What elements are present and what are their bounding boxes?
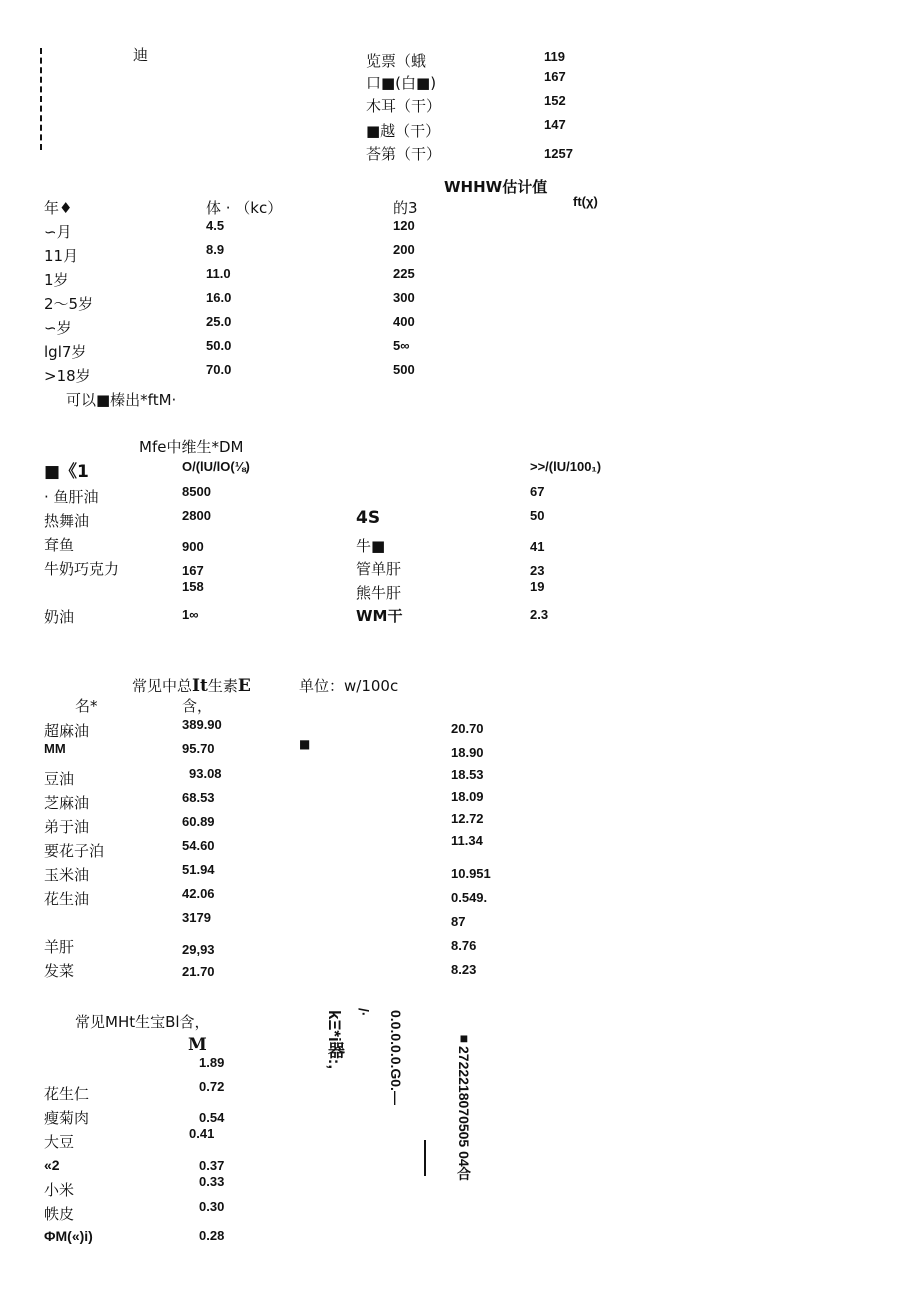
- s4-row-value2: 18.09: [451, 789, 484, 804]
- s4-row-name: 豆油: [44, 770, 75, 788]
- s3-right-value: 19: [530, 579, 545, 594]
- s4-row-name: 羊肝: [44, 938, 75, 956]
- s5-vertical-mark: /·: [356, 1008, 372, 1017]
- s3-left-name: 耷鱼: [44, 536, 75, 554]
- s5-value: 1.89: [199, 1055, 225, 1070]
- s5-value: 0.28: [199, 1228, 225, 1243]
- s1-item-value: 147: [544, 117, 566, 132]
- s4-row-value2: 18.53: [451, 767, 484, 782]
- s5-name: 帙皮: [44, 1205, 75, 1223]
- s2-row-weight: 16.0: [206, 290, 232, 305]
- s5-vertical-values: 0.0.0.0.0.G0.—: [388, 1010, 404, 1105]
- s2-row-weight: 70.0: [206, 362, 232, 377]
- s4-row-name: 芝麻油: [44, 794, 90, 812]
- s4-row-value2: 0.549.: [451, 890, 488, 905]
- s4-row-value: 29,93: [182, 942, 215, 957]
- s4-row-value: 21.70: [182, 964, 215, 979]
- s2-row-value: 200: [393, 242, 415, 257]
- s5-title: 常见MHt生宝Bl含，: [75, 1013, 210, 1031]
- s3-left-name: 奶油: [44, 608, 75, 626]
- s4-row-name: 弟于油: [44, 818, 90, 836]
- s2-row-weight: 4.5: [206, 218, 225, 233]
- s4-row-value2: 8.76: [451, 938, 477, 953]
- s4-row-name: 花生油: [44, 890, 90, 908]
- s2-title: WHHW估计值: [444, 178, 548, 196]
- s2-row-value: 120: [393, 218, 415, 233]
- s3-header-content-right: >>/(lU/100₁): [530, 459, 602, 474]
- s4-title-a: 常见中总: [132, 677, 193, 695]
- s4-unit: 单位：w/100c: [299, 677, 399, 695]
- s3-right-extra: 50: [530, 508, 545, 523]
- s2-row-weight: 50.0: [206, 338, 232, 353]
- s5-value: 0.33: [199, 1174, 225, 1189]
- s5-tick-line: [424, 1140, 426, 1176]
- s1-item-name: 荅第（干）: [366, 145, 442, 163]
- s3-left-value: 2800: [182, 508, 211, 523]
- s4-title: [132, 677, 251, 695]
- s5-name: ΦM(«)i): [44, 1228, 93, 1244]
- s2-row-age: 11月: [44, 247, 79, 265]
- s3-header-name: ■《1: [44, 462, 89, 482]
- s5-sub: M: [188, 1035, 207, 1055]
- s2-row-age: ∽月: [44, 223, 72, 241]
- s1-left-header: 迪: [133, 46, 149, 64]
- s4-row-value2: 18.90: [451, 745, 484, 760]
- s2-note: 可以■榛出*ftM·: [66, 391, 177, 409]
- s5-vertical-label: kΞ*i器:,: [325, 1010, 344, 1070]
- s2-row-value: 5∞: [393, 338, 410, 353]
- s3-right-value: 41: [530, 539, 545, 554]
- s3-left-value: 900: [182, 539, 204, 554]
- s4-row-name: 超麻油: [44, 722, 90, 740]
- s1-item-value: 152: [544, 93, 566, 108]
- s4-header-name: 名*: [75, 697, 98, 715]
- s3-left-name: 热舞油: [44, 512, 90, 530]
- s1-item-name: 口■(白■): [366, 74, 437, 92]
- s3-right-name: 4S: [356, 508, 381, 528]
- s1-item-value: 1257: [544, 146, 573, 161]
- s4-row-name: 玉米油: [44, 866, 90, 884]
- s2-row-value: 225: [393, 266, 415, 281]
- s2-row-value: 400: [393, 314, 415, 329]
- s4-row-value2: 20.70: [451, 721, 484, 736]
- s3-right-value: 2.3: [530, 607, 549, 622]
- s3-title: Mfe中维生*DM: [139, 438, 244, 456]
- s4-title-c: 生素: [207, 677, 238, 695]
- s5-value: 0.41: [189, 1126, 215, 1141]
- s5-value: 0.72: [199, 1079, 225, 1094]
- s4-row-value: 93.08: [189, 766, 222, 781]
- s5-name: 大豆: [44, 1133, 75, 1151]
- s3-right-value: 23: [530, 563, 545, 578]
- s1-item-value: 119: [544, 49, 565, 64]
- s4-row-value2: 87: [451, 914, 466, 929]
- s4-row-value: 95.70: [182, 741, 215, 756]
- s4-row-name: MM: [44, 741, 66, 756]
- s4-row-value2: 8.23: [451, 962, 477, 977]
- s2-header-weight: 体 · （kc）: [206, 199, 283, 217]
- s5-name: 瘦菊肉: [44, 1109, 90, 1127]
- s4-row-value2: 10.951: [451, 866, 491, 881]
- s3-right-name: 管单肝: [356, 560, 402, 578]
- s5-name: 花生仁: [44, 1085, 90, 1103]
- s2-row-value: 500: [393, 362, 415, 377]
- s3-right-name: WM干: [356, 607, 403, 625]
- s2-row-age: 2〜5岁: [44, 295, 94, 313]
- s4-row-value: 51.94: [182, 862, 215, 877]
- s3-left-name: · 鱼肝油: [44, 488, 99, 506]
- s5-name: 小米: [44, 1181, 75, 1199]
- s4-header-content: 含，: [182, 697, 213, 715]
- s4-title-d: E: [237, 676, 251, 696]
- s2-row-weight: 25.0: [206, 314, 232, 329]
- s5-value: 0.30: [199, 1199, 225, 1214]
- s3-left-value: 167: [182, 563, 204, 578]
- s2-row-weight: 8.9: [206, 242, 225, 257]
- s3-left-value: 158: [182, 579, 204, 594]
- s4-row-name: 发菜: [44, 962, 75, 980]
- s4-mark: ■: [299, 737, 311, 751]
- s4-row-value2: 11.34: [451, 833, 483, 848]
- s3-left-value: 1∞: [182, 607, 199, 622]
- s4-row-value: 42.06: [182, 886, 215, 901]
- s4-row-value: 389.90: [182, 717, 222, 732]
- s3-header-content: O/(lU/lO(⅛): [182, 459, 250, 474]
- s3-left-name: 牛奶巧克力: [44, 560, 120, 578]
- s2-row-age: >18岁: [44, 367, 91, 385]
- s2-header-age: 年♦: [44, 199, 73, 217]
- s2-row-value: 300: [393, 290, 415, 305]
- s5-value: 0.37: [199, 1158, 225, 1173]
- s2-row-age: 1岁: [44, 271, 69, 289]
- s4-row-value: 3179: [182, 910, 211, 925]
- s5-name: «2: [44, 1157, 60, 1173]
- dashed-margin-line: [40, 48, 42, 150]
- s1-item-name: ■越（干）: [366, 122, 441, 140]
- s5-value: 0.54: [199, 1110, 225, 1125]
- s2-unit: ft(χ): [573, 194, 598, 209]
- s3-right-extra: 67: [530, 484, 545, 499]
- s5-vertical-numbers: ■2722218070505 04合: [456, 1030, 472, 1181]
- s4-row-value: 60.89: [182, 814, 215, 829]
- s3-left-value: 8500: [182, 484, 211, 499]
- s4-row-value2: 12.72: [451, 811, 484, 826]
- s1-item-name: 览票（蛾: [366, 52, 427, 70]
- s1-item-value: 167: [544, 69, 566, 84]
- s4-row-value: 68.53: [182, 790, 215, 805]
- s3-right-name: 熊牛肝: [356, 584, 402, 602]
- s4-row-value: 54.60: [182, 838, 215, 853]
- s3-right-name: 牛■: [356, 537, 386, 555]
- s2-header-value: 的3: [393, 199, 418, 217]
- s2-row-weight: 11.0: [206, 266, 231, 281]
- s1-item-name: 木耳（干）: [366, 97, 442, 115]
- s2-row-age: lgl7岁: [44, 343, 87, 361]
- s4-title-b: It: [192, 676, 208, 696]
- s2-row-age: ∽岁: [44, 319, 72, 337]
- s4-row-name: 要花子泊: [44, 842, 105, 860]
